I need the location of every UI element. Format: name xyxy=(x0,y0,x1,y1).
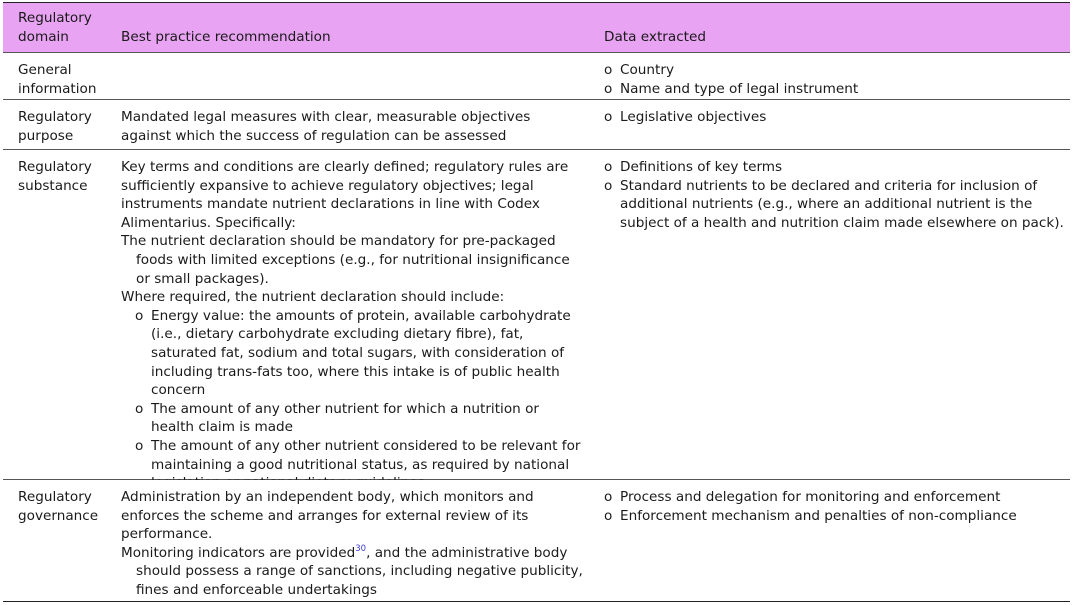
domain-cell: General information xyxy=(18,62,97,97)
data-extracted-cell xyxy=(604,108,1064,127)
data-extracted-cell xyxy=(604,61,1064,98)
list-item: o Definitions of key terms xyxy=(604,158,1064,177)
domain-cell: Regulatory governance xyxy=(18,489,99,524)
table-row-regulatory-purpose xyxy=(3,100,1070,150)
table-row-regulatory-substance xyxy=(3,150,1070,480)
table-row-regulatory-governance xyxy=(3,480,1070,601)
domain-cell: Regulatory substance xyxy=(18,159,92,194)
domain-cell: Regulatory purpose xyxy=(18,109,92,144)
data-extracted-cell xyxy=(604,158,1064,232)
list-item: o The amount of any other nutrient considered to be relevant for maintaining a good nutritional status, as required by national xyxy=(135,437,583,493)
list-item: o Legislative objectives xyxy=(604,108,1064,127)
header-regulatory-domain: Regulatory domain xyxy=(18,10,92,45)
citation-reference-link[interactable]: 30 xyxy=(355,543,367,554)
recommendation-cell xyxy=(121,158,583,493)
recommendation-text xyxy=(121,544,583,600)
list-item: o Enforcement mechanism and penalties of non-compliance xyxy=(604,507,1064,526)
regulatory-framework-table xyxy=(3,2,1070,602)
list-item: o The amount of any other nutrient for which a nutrition or health claim is made xyxy=(135,400,583,437)
recommendation-cell xyxy=(121,108,583,145)
recommendation-text: Administration by an independent body, which monitors and enforces the scheme and arranges for external review of its performance. xyxy=(121,489,534,543)
list-item: o Country xyxy=(604,61,1064,80)
recommendation-text: Key terms and conditions are clearly defined; regulatory rules are sufficiently expansive to achieve regulatory objectives; legal instruments mandate nutrient declarations in line with Codex Alimentarius. Specifically: xyxy=(121,159,569,231)
recommendation-text: Where required, the nutrient declaration should include: xyxy=(121,289,505,306)
list-item: o Standard nutrients to be declared and criteria for inclusion of additional nutrients (e.g., where an additional nutrient is the subject of a health and nutrition claim made elsewhere on pack). xyxy=(604,177,1064,233)
recommendation-text: Mandated legal measures with clear, measurable objectives against which the success of regulation can be assessed xyxy=(121,109,531,144)
table-header xyxy=(3,3,1070,53)
recommendation-text-part: Monitoring indicators are provided xyxy=(121,544,356,561)
list-item: o Name and type of legal instrument xyxy=(604,80,1064,99)
list-item: o Energy value: the amounts of protein, available carbohydrate (i.e., dietary carbohydrate excluding dietary fibre), fat, saturated fat, sodium and total sugars, with consideration of including trans-fats too, where this intake is of public health concern xyxy=(135,307,583,400)
recommendation-text-part: , and the administrative body should possess a range of sanctions, including negative publicity, fines and enforceable undertakings xyxy=(136,544,583,598)
recommendation-cell xyxy=(121,488,583,600)
data-extracted-cell xyxy=(604,488,1064,525)
header-data-extracted: Data extracted xyxy=(604,29,706,45)
recommendation-text: The nutrient declaration should be mandatory for pre-packaged foods with limited exceptions (e.g., for nutritional insignificance or small packages). xyxy=(121,233,570,287)
header-best-practice: Best practice recommendation xyxy=(121,29,331,45)
table-row-general-information xyxy=(3,53,1070,100)
list-item: o Process and delegation for monitoring and enforcement xyxy=(604,488,1064,507)
